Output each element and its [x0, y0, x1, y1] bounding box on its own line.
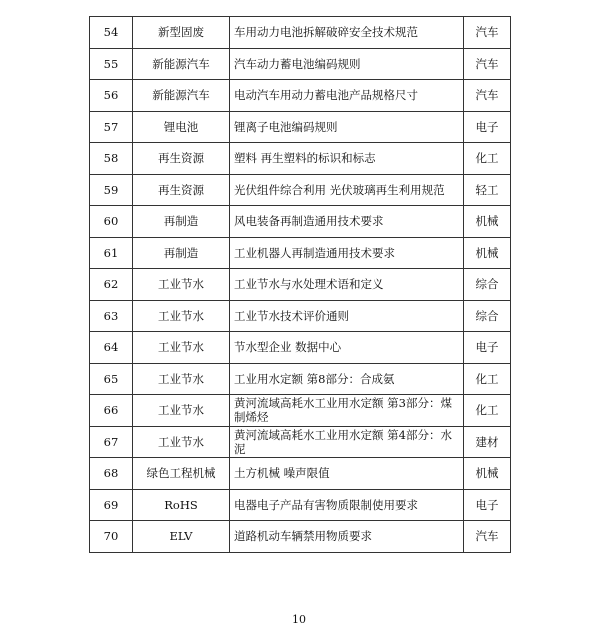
table-row — [90, 269, 511, 301]
industry-cell: 电子 — [464, 111, 511, 143]
standard-name-cell: 工业节水与水处理术语和定义 — [230, 269, 464, 301]
table-row — [90, 489, 511, 521]
table-row — [90, 48, 511, 80]
table-row — [90, 395, 511, 427]
table-row — [90, 80, 511, 112]
field-cell: 再制造 — [133, 237, 230, 269]
row-number-cell: 65 — [90, 363, 133, 395]
row-number-cell: 59 — [90, 174, 133, 206]
field-cell: 工业节水 — [133, 332, 230, 364]
industry-cell: 机械 — [464, 206, 511, 238]
industry-cell: 机械 — [464, 458, 511, 490]
row-number-cell: 58 — [90, 143, 133, 175]
industry-cell: 综合 — [464, 269, 511, 301]
field-cell: 再制造 — [133, 206, 230, 238]
field-cell: 工业节水 — [133, 395, 230, 427]
table-row — [90, 332, 511, 364]
field-cell: 工业节水 — [133, 269, 230, 301]
industry-cell: 电子 — [464, 489, 511, 521]
industry-cell: 电子 — [464, 332, 511, 364]
table-row — [90, 111, 511, 143]
standard-name-cell: 道路机动车辆禁用物质要求 — [230, 521, 464, 553]
standard-name-cell: 土方机械 噪声限值 — [230, 458, 464, 490]
standard-name-cell: 电动汽车用动力蓄电池产品规格尺寸 — [230, 80, 464, 112]
industry-cell: 建材 — [464, 426, 511, 458]
standards-table — [89, 16, 511, 553]
standard-name-cell: 汽车动力蓄电池编码规则 — [230, 48, 464, 80]
field-cell: 绿色工程机械 — [133, 458, 230, 490]
field-cell: 新能源汽车 — [133, 48, 230, 80]
page-number: 10 — [292, 613, 306, 626]
field-cell: 工业节水 — [133, 363, 230, 395]
row-number-cell: 54 — [90, 17, 133, 49]
standard-name-cell: 工业用水定额 第8部分：合成氨 — [230, 363, 464, 395]
row-number-cell: 60 — [90, 206, 133, 238]
standard-name-cell: 电器电子产品有害物质限制使用要求 — [230, 489, 464, 521]
industry-cell: 机械 — [464, 237, 511, 269]
row-number-cell: 63 — [90, 300, 133, 332]
field-cell: 再生资源 — [133, 143, 230, 175]
row-number-cell: 55 — [90, 48, 133, 80]
row-number-cell: 70 — [90, 521, 133, 553]
row-number-cell: 67 — [90, 426, 133, 458]
standards-table-body — [90, 17, 511, 553]
row-number-cell: 57 — [90, 111, 133, 143]
industry-cell: 化工 — [464, 395, 511, 427]
row-number-cell: 68 — [90, 458, 133, 490]
standard-name-cell: 黄河流域高耗水工业用水定额 第4部分：水泥 — [230, 426, 464, 458]
field-cell: RoHS — [133, 489, 230, 521]
industry-cell: 汽车 — [464, 521, 511, 553]
table-row — [90, 143, 511, 175]
table-row — [90, 363, 511, 395]
industry-cell: 化工 — [464, 363, 511, 395]
field-cell: 新型固废 — [133, 17, 230, 49]
table-row — [90, 458, 511, 490]
industry-cell: 汽车 — [464, 80, 511, 112]
industry-cell: 汽车 — [464, 17, 511, 49]
table-row — [90, 237, 511, 269]
standard-name-cell: 节水型企业 数据中心 — [230, 332, 464, 364]
table-row — [90, 206, 511, 238]
row-number-cell: 56 — [90, 80, 133, 112]
field-cell: 工业节水 — [133, 426, 230, 458]
row-number-cell: 69 — [90, 489, 133, 521]
standard-name-cell: 锂离子电池编码规则 — [230, 111, 464, 143]
standard-name-cell: 工业节水技术评价通则 — [230, 300, 464, 332]
industry-cell: 汽车 — [464, 48, 511, 80]
row-number-cell: 61 — [90, 237, 133, 269]
industry-cell: 轻工 — [464, 174, 511, 206]
field-cell: 新能源汽车 — [133, 80, 230, 112]
table-row — [90, 521, 511, 553]
row-number-cell: 66 — [90, 395, 133, 427]
table-row — [90, 426, 511, 458]
standard-name-cell: 工业机器人再制造通用技术要求 — [230, 237, 464, 269]
field-cell: ELV — [133, 521, 230, 553]
field-cell: 锂电池 — [133, 111, 230, 143]
industry-cell: 化工 — [464, 143, 511, 175]
row-number-cell: 62 — [90, 269, 133, 301]
field-cell: 再生资源 — [133, 174, 230, 206]
standard-name-cell: 风电装备再制造通用技术要求 — [230, 206, 464, 238]
standard-name-cell: 黄河流域高耗水工业用水定额 第3部分：煤制烯烃 — [230, 395, 464, 427]
industry-cell: 综合 — [464, 300, 511, 332]
table-row — [90, 300, 511, 332]
table-row — [90, 174, 511, 206]
standard-name-cell: 车用动力电池拆解破碎安全技术规范 — [230, 17, 464, 49]
standard-name-cell: 塑料 再生塑料的标识和标志 — [230, 143, 464, 175]
standard-name-cell: 光伏组件综合利用 光伏玻璃再生利用规范 — [230, 174, 464, 206]
field-cell: 工业节水 — [133, 300, 230, 332]
row-number-cell: 64 — [90, 332, 133, 364]
table-row — [90, 17, 511, 49]
